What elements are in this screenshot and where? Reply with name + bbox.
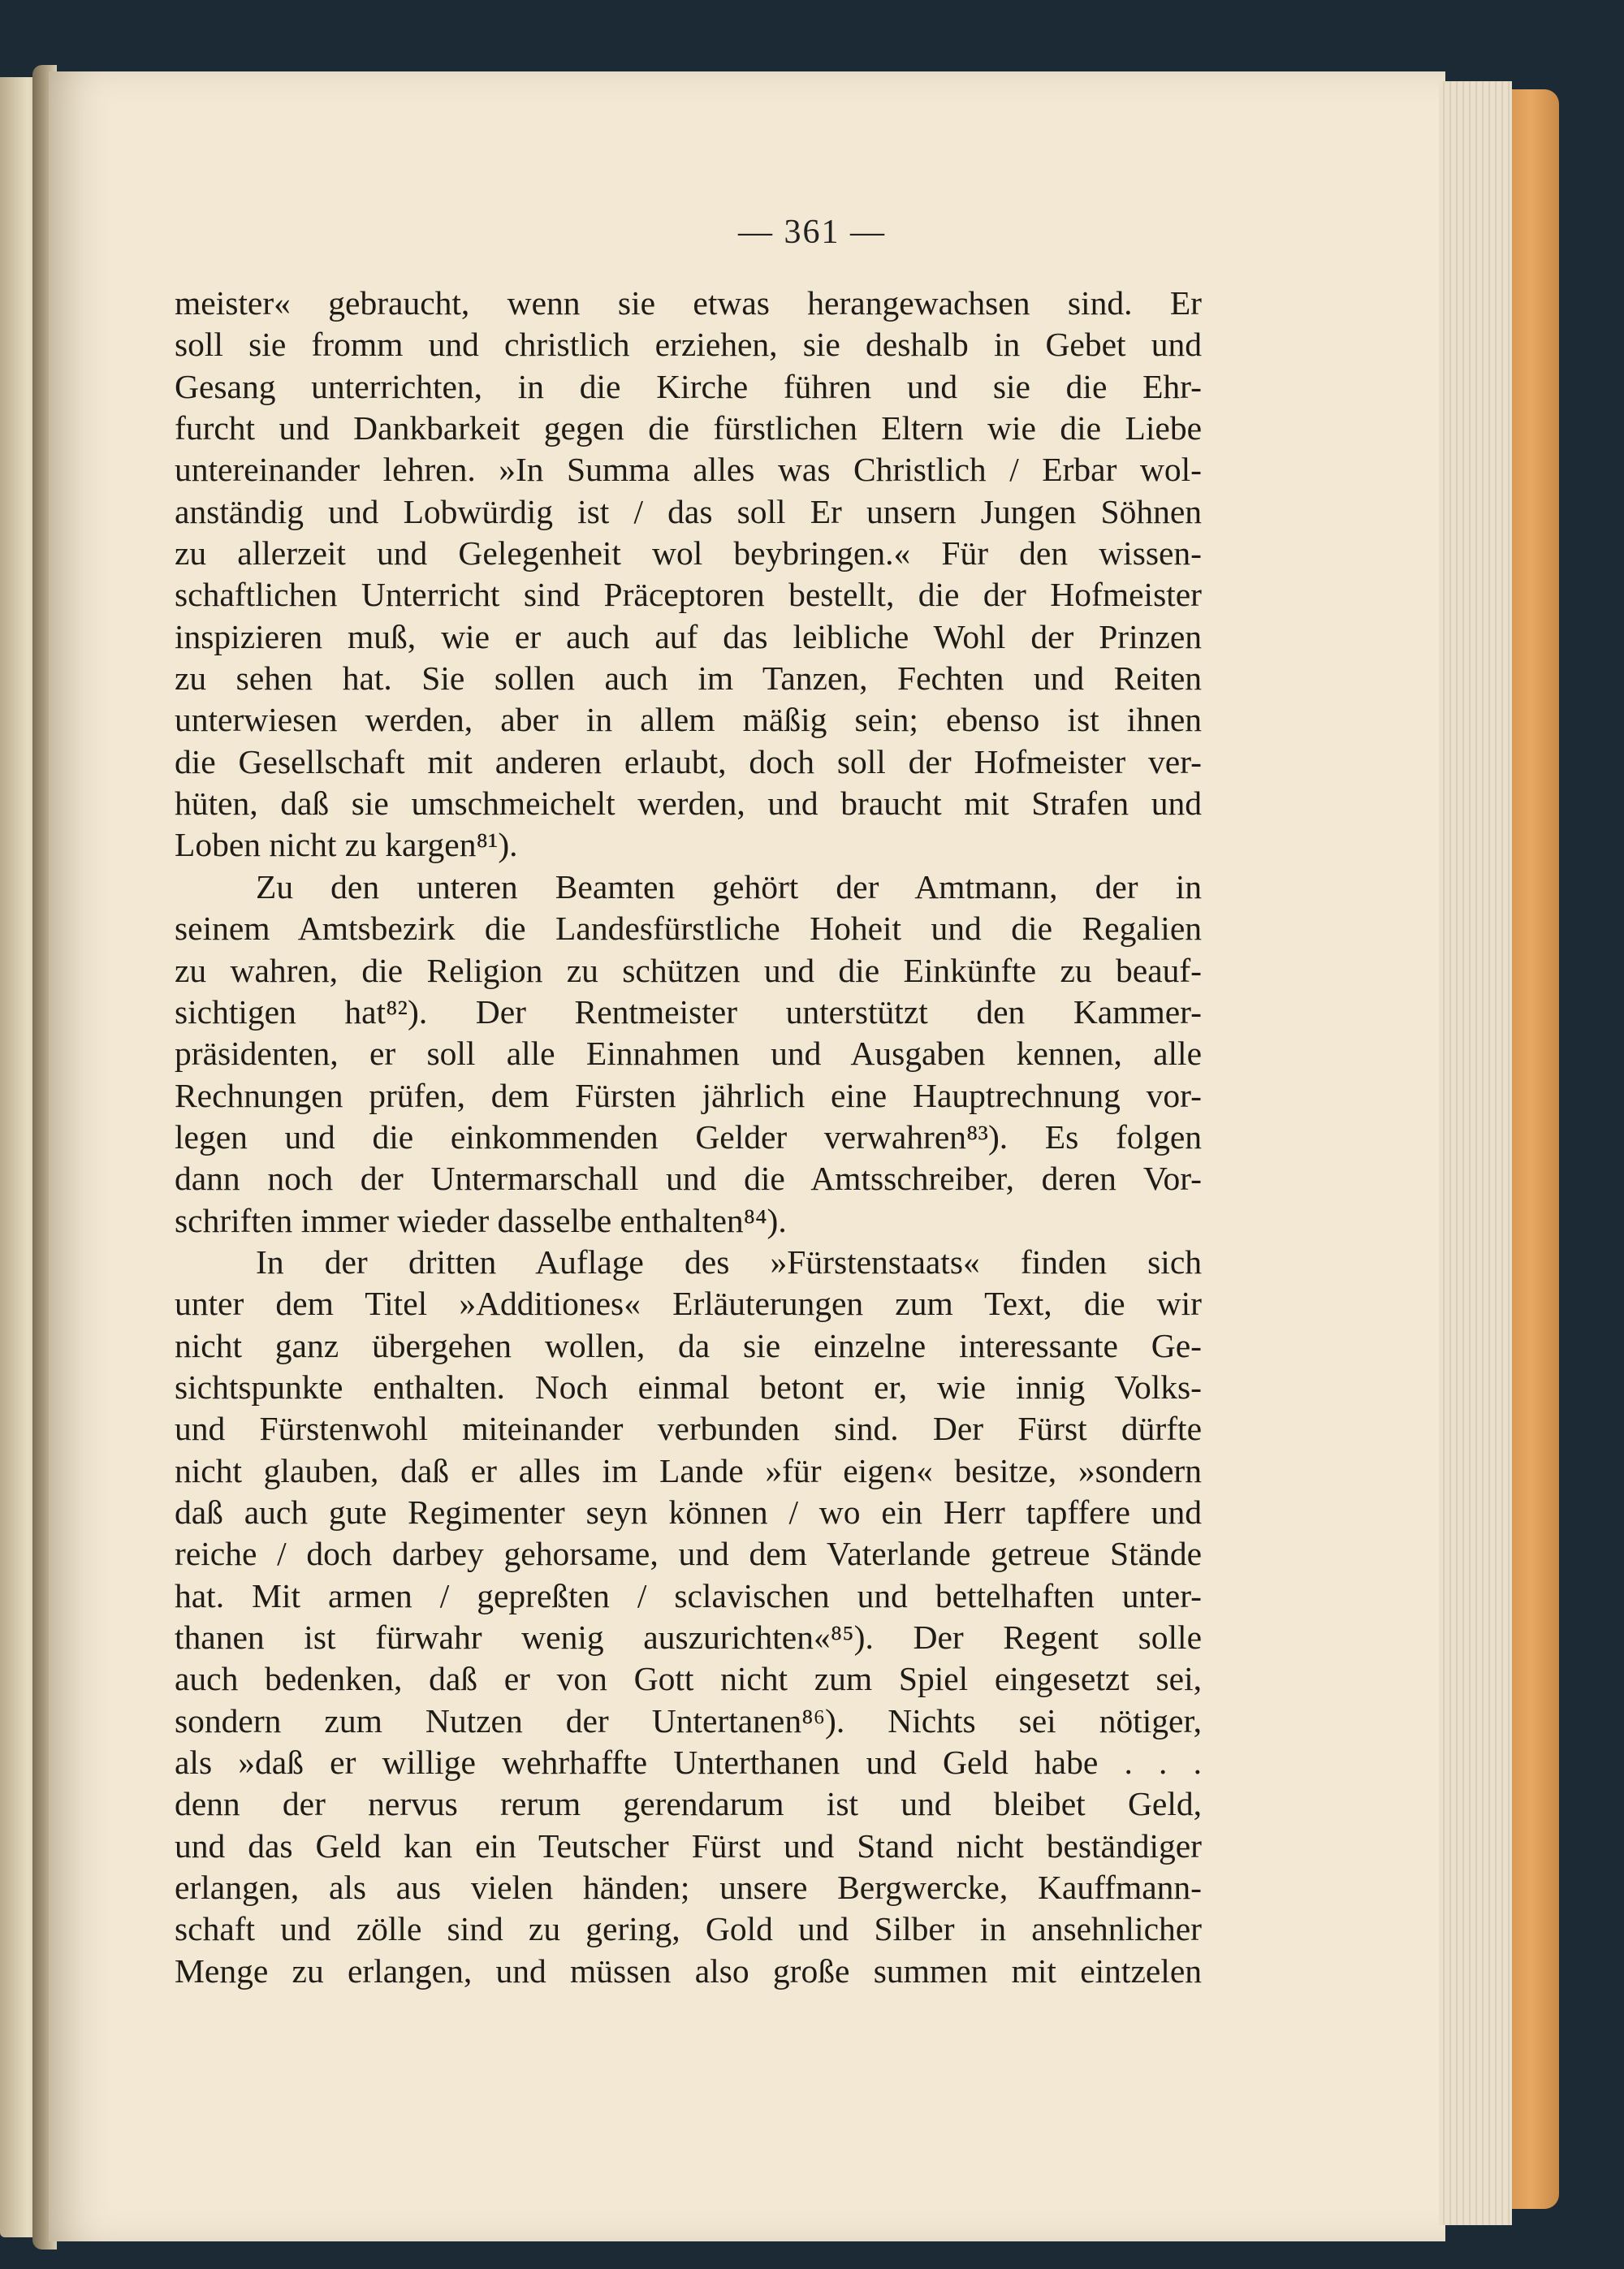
text-line: seinem Amtsbezirk die Landesfürstliche Hoheit und die Regalien bbox=[175, 910, 1202, 948]
text-line: legen und die einkommenden Gelder verwahren⁸³). Es folgen bbox=[175, 1117, 1202, 1156]
text-line: sichtspunkte enthalten. Noch einmal betont er, wie innig Volks- bbox=[175, 1368, 1202, 1406]
text-line: nicht glauben, daß er alles im Lande »für eigen« besitze, »sondern bbox=[175, 1451, 1202, 1489]
text-line: anständig und Lobwürdig ist / das soll Er unsern Jungen Söhnen bbox=[175, 492, 1202, 530]
text-line: hat. Mit armen / gepreßten / sclavischen und bettelhaften unter- bbox=[175, 1576, 1202, 1614]
text-line: daß auch gute Regimenter seyn können / wo ein Herr tapffere und bbox=[175, 1493, 1202, 1531]
text-line: soll sie fromm und christlich erziehen, sie deshalb in Gebet und bbox=[175, 326, 1202, 364]
text-line: Menge zu erlangen, und müssen also große summen mit eintzelen bbox=[175, 1951, 1202, 1990]
text-line: dann noch der Untermarschall und die Amtsschreiber, deren Vor- bbox=[175, 1160, 1202, 1198]
text-line: erlangen, als aus vielen händen; unsere Bergwercke, Kauffmann- bbox=[175, 1869, 1202, 1907]
text-line: Rechnungen prüfen, dem Fürsten jährlich eine Hauptrechnung vor- bbox=[175, 1076, 1202, 1114]
text-line: sichtigen hat⁸²). Der Rentmeister unterstützt den Kammer- bbox=[175, 992, 1202, 1031]
text-line: unter dem Titel »Additiones« Erläuterungen zum Text, die wir bbox=[175, 1285, 1202, 1323]
text-line: schaft und zölle sind zu gering, Gold und Silber in ansehnlicher bbox=[175, 1910, 1202, 1948]
text-line: thanen ist fürwahr wenig auszurichten«⁸⁵). Der Regent solle bbox=[175, 1619, 1202, 1656]
body-text bbox=[175, 283, 1202, 1992]
text-line: zu wahren, die Religion zu schützen und die Einkünfte zu beauf- bbox=[175, 951, 1202, 989]
text-line: inspizieren muß, wie er auch auf das leibliche Wohl der Prinzen bbox=[175, 617, 1202, 655]
text-line: meister« gebraucht, wenn sie etwas herangewachsen sind. Er bbox=[175, 284, 1202, 322]
text-line: auch bedenken, daß er von Gott nicht zum Spiel eingesetzt sei, bbox=[175, 1660, 1202, 1698]
text-line: die Gesellschaft mit anderen erlaubt, doch soll der Hofmeister ver- bbox=[175, 742, 1202, 780]
text-line: hüten, daß sie umschmeichelt werden, und braucht mit Strafen und bbox=[175, 784, 1202, 823]
text-line: sondern zum Nutzen der Untertanen⁸⁶). Nichts sei nötiger, bbox=[175, 1701, 1202, 1740]
text-line: Zu den unteren Beamten gehört der Amtmann, der in bbox=[256, 867, 1202, 905]
text-line: und Fürstenwohl miteinander verbunden sind. Der Fürst dürfte bbox=[175, 1410, 1202, 1448]
page-stack-edge bbox=[1439, 81, 1512, 2225]
page-number: — 361 — bbox=[738, 214, 886, 251]
text-line: zu sehen hat. Sie sollen auch im Tanzen, Fechten und Reiten bbox=[175, 659, 1202, 698]
text-line: schaftlichen Unterricht sind Präceptoren bestellt, die der Hofmeister bbox=[175, 576, 1202, 614]
text-line: untereinander lehren. »In Summa alles was Christlich / Erbar wol- bbox=[175, 451, 1202, 489]
text-line: denn der nervus rerum gerendarum ist und bleibet Geld, bbox=[175, 1785, 1202, 1823]
text-line: Gesang unterrichten, in die Kirche führen und sie die Ehr- bbox=[175, 367, 1202, 405]
text-line: und das Geld kan ein Teutscher Fürst und Stand nicht beständiger bbox=[175, 1826, 1202, 1865]
text-line: furcht und Dankbarkeit gegen die fürstlichen Eltern wie die Liebe bbox=[175, 409, 1202, 447]
text-line: Loben nicht zu kargen⁸¹). bbox=[175, 826, 518, 864]
text-line: nicht ganz übergehen wollen, da sie einzelne interessante Ge- bbox=[175, 1326, 1202, 1364]
book-cover-edge bbox=[1512, 89, 1559, 2209]
text-line: unterwiesen werden, aber in allem mäßig sein; ebenso ist ihnen bbox=[175, 701, 1202, 739]
text-line: zu allerzeit und Gelegenheit wol beybringen.« Für den wissen- bbox=[175, 534, 1202, 573]
text-line: schriften immer wieder dasselbe enthalten⁸⁴). bbox=[175, 1201, 787, 1239]
text-line: In der dritten Auflage des »Fürstenstaats« finden sich bbox=[256, 1243, 1202, 1281]
text-line: präsidenten, er soll alle Einnahmen und Ausgaben kennen, alle bbox=[175, 1035, 1202, 1073]
text-line: reiche / doch darbey gehorsame, und dem Vaterlande getreue Stände bbox=[175, 1535, 1202, 1573]
text-line: als »daß er willige wehrhaffte Unterthanen und Geld habe . . . bbox=[175, 1744, 1202, 1782]
